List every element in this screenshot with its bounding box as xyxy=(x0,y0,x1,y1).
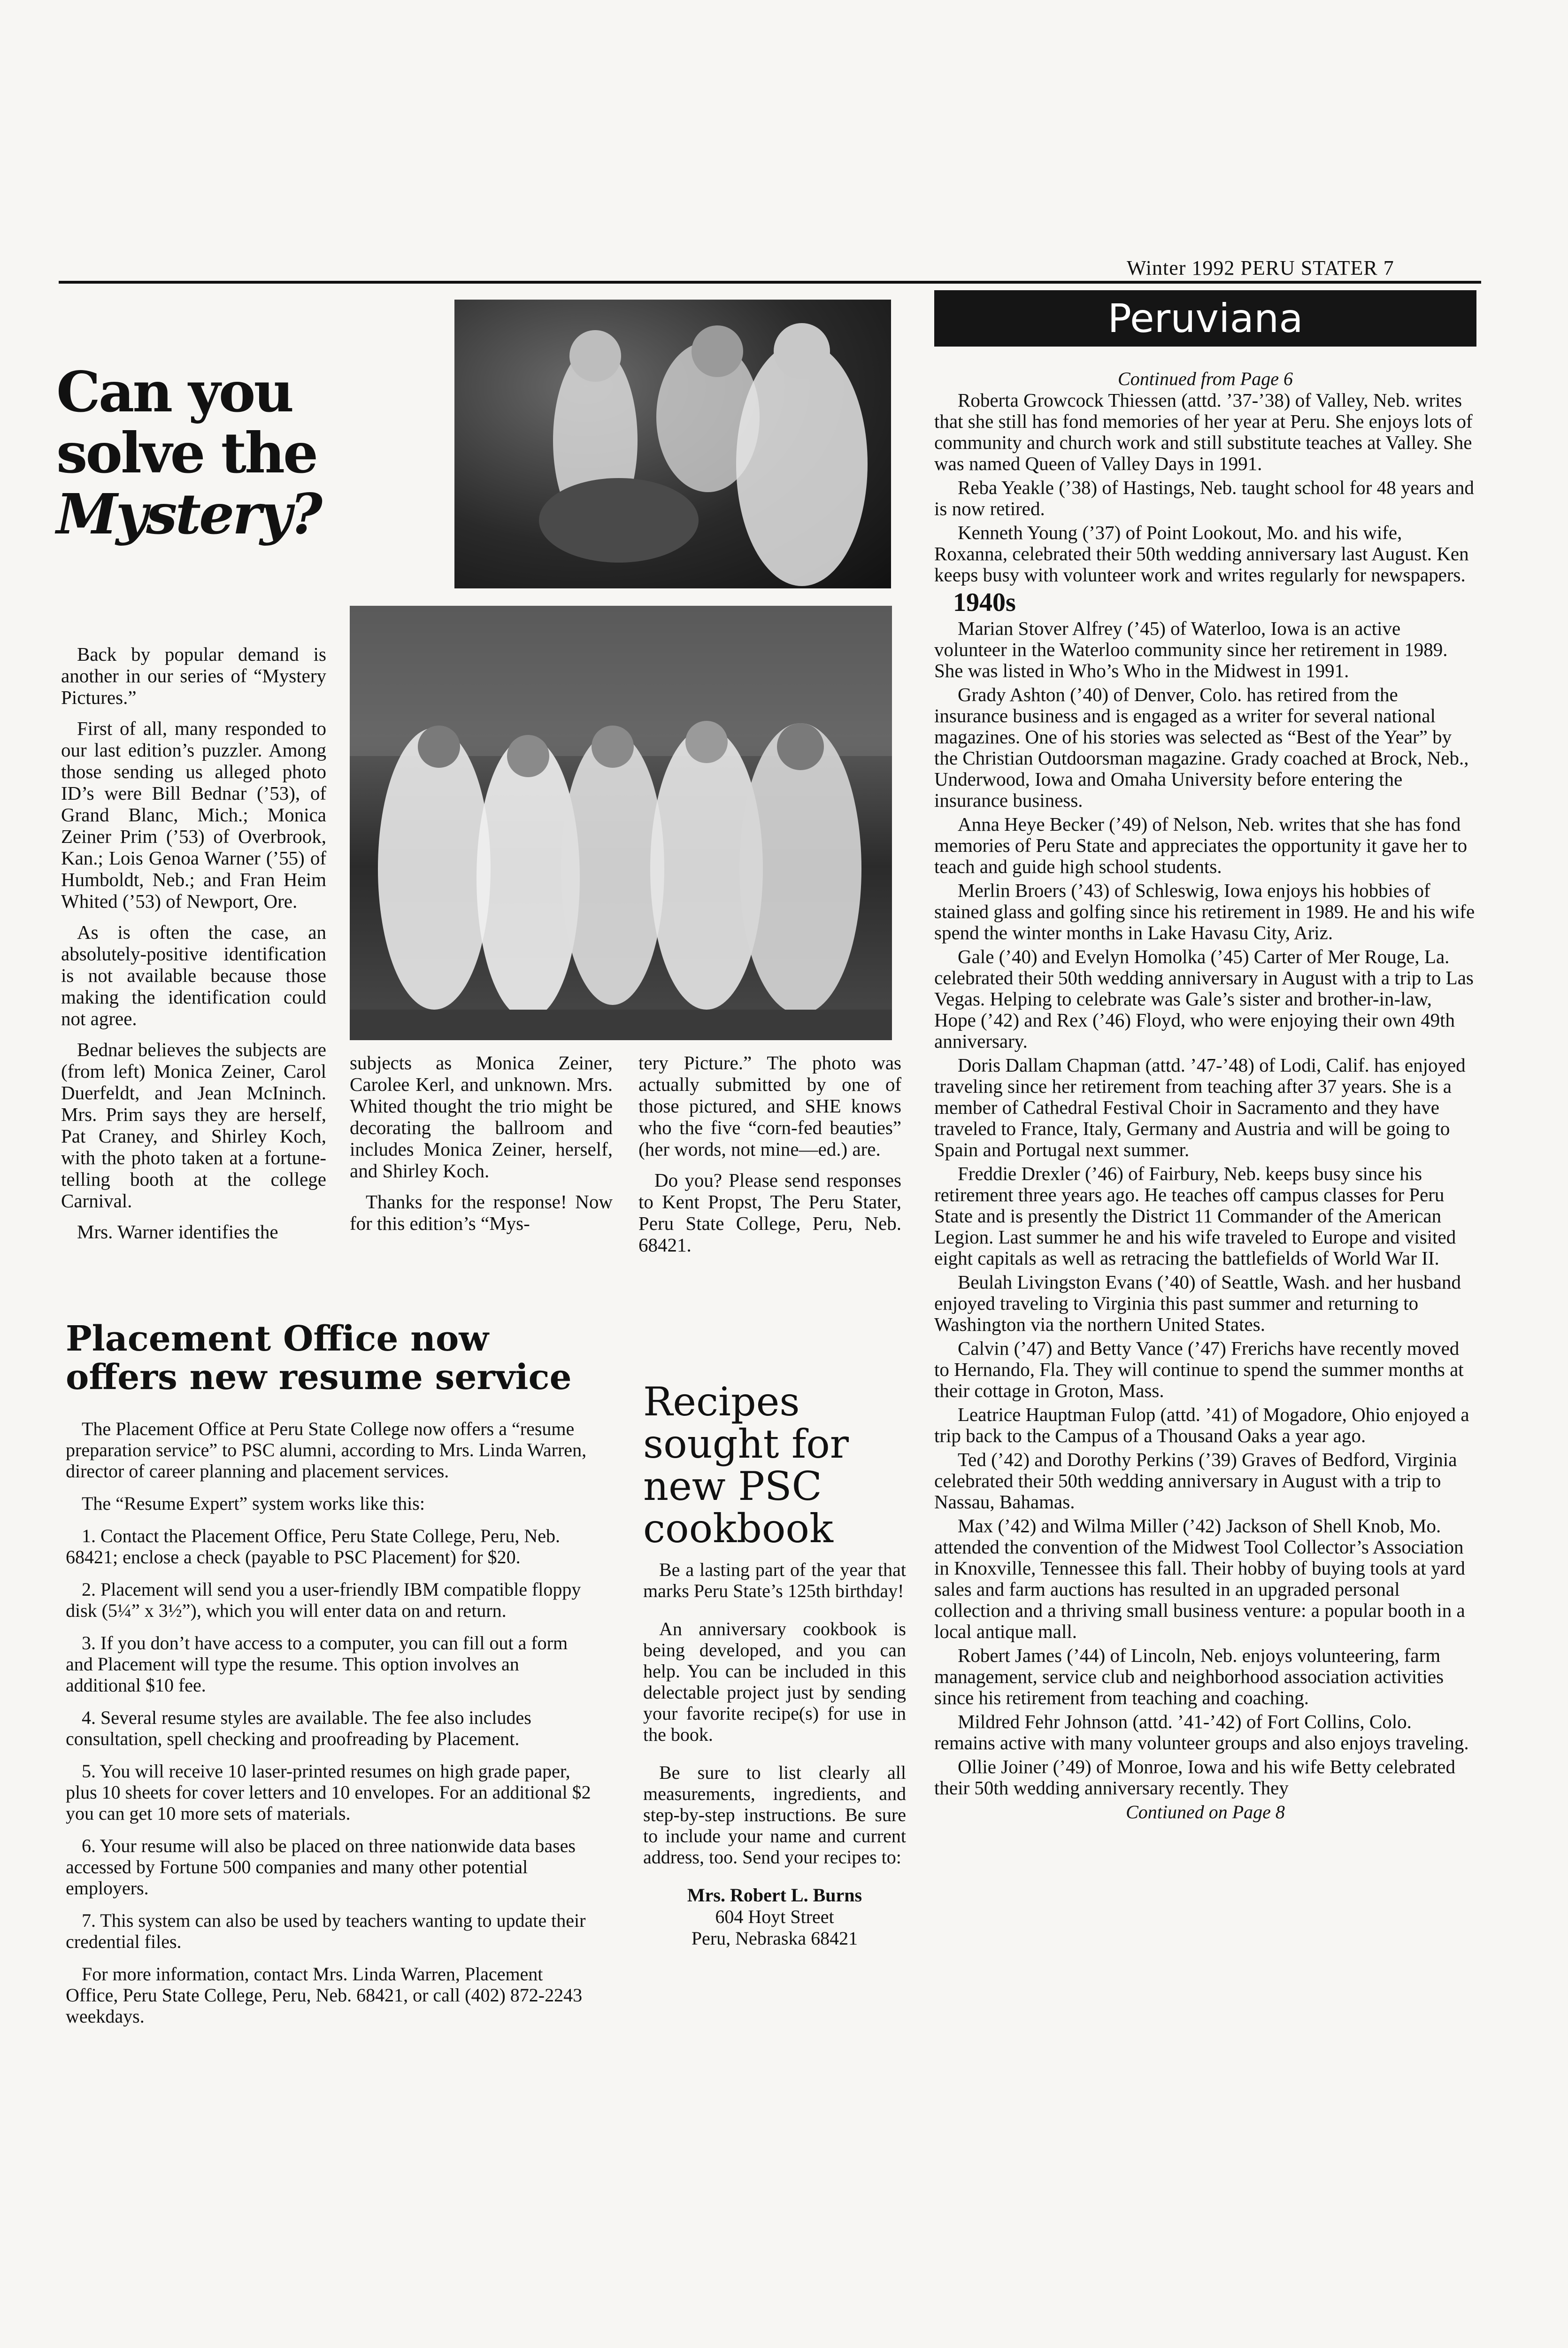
mystery-paragraph: Thanks for the response! Now for this edition’s “Mys- xyxy=(350,1191,613,1234)
alumni-entry: Reba Yeakle (’38) of Hastings, Neb. taught school for 48 years and is now retired. xyxy=(934,477,1474,519)
header-rule xyxy=(59,281,1481,284)
alumni-entry: Kenneth Young (’37) of Point Lookout, Mo. and his wife, Roxanna, celebrated their 50th wedding anniversary last August. Ken keeps busy with volunteer work and writes regularly for newspapers. xyxy=(934,522,1469,586)
alumni-entry: Anna Heye Becker (’49) of Nelson, Neb. writes that she has fond memories of Peru State and appreciates the opportunity it gave her to teach and guide high school students. xyxy=(934,813,1468,877)
alumni-entry: Beulah Livingston Evans (’40) of Seattle, Wash. and her husband enjoyed traveling to Virginia this past summer and returning to Washington via the northern United States. xyxy=(934,1271,1461,1335)
address-city: Peru, Nebraska 68421 xyxy=(691,1928,858,1949)
mystery-photo-current xyxy=(350,606,892,1040)
address-name: Mrs. Robert L. Burns xyxy=(687,1885,862,1906)
mystery-paragraph: subjects as Monica Zeiner, Carolee Kerl, and unknown. Mrs. Whited thought the trio might be decorating the ballroom and includes Monica Zeiner, herself, and Shirley Koch. xyxy=(350,1052,613,1182)
placement-step: 3. If you don’t have access to a computer, you can fill out a form and Placement will type the resume. This option involves an additional $10 fee. xyxy=(66,1632,568,1696)
mystery-paragraph: Back by popular demand is another in our series of “Mystery Pictures.” xyxy=(61,643,326,708)
recipes-headline: Recipes sought for new PSC cookbook xyxy=(643,1379,849,1552)
alumni-entry: Doris Dallam Chapman (attd. ’47-’48) of Lodi, Calif. has enjoyed traveling since her retirement from teaching after 37 years. She is a member of Cathedral Festival Choir in Sacramento and they have traveled to France, Italy, Germany and Austria and will be going to Spain and Portugal next summer. xyxy=(934,1054,1466,1160)
mystery-column-2 xyxy=(350,1052,613,1244)
peruviana-banner: Peruviana xyxy=(934,290,1476,347)
alumni-entry: Calvin (’47) and Betty Vance (’47) Frerichs have recently moved to Hernando, Fla. They will continue to spend the summer months at their cottage in Groton, Mass. xyxy=(934,1337,1464,1401)
placement-paragraph: For more information, contact Mrs. Linda Warren, Placement Office, Peru State College, Peru, Neb. 68421, or call (402) 872-2243 weekdays. xyxy=(66,1963,583,2027)
mystery-column-3 xyxy=(638,1052,901,1265)
alumni-entry: Marian Stover Alfrey (’45) of Waterloo, Iowa is an active volunteer in the Waterloo community since her retirement in 1989. She was listed in Who’s Who in the Midwest in 1991. xyxy=(934,618,1448,681)
recipes-body xyxy=(643,1559,906,1949)
recipes-address xyxy=(643,1885,906,1949)
photo-five-women-image xyxy=(350,606,892,1040)
alumni-entry: Leatrice Hauptman Fulop (attd. ’41) of Mogadore, Ohio enjoyed a trip back to the Campus of a Thousand Oaks a year ago. xyxy=(934,1404,1469,1446)
address-street: 604 Hoyt Street xyxy=(715,1906,834,1927)
mystery-paragraph: Bednar believes the subjects are (from left) Monica Zeiner, Carol Duerfeldt, and Jean McIninch. Mrs. Prim says they are herself, Pat Craney, and Shirley Koch, with the photo taken at a fortune-telling booth at the college Carnival. xyxy=(61,1039,326,1212)
placement-step: 4. Several resume styles are available. The fee also includes consultation, spell checking and proofreading by Placement. xyxy=(66,1707,531,1749)
placement-step: 7. This system can also be used by teachers wanting to update their credential files. xyxy=(66,1910,586,1952)
mystery-paragraph: As is often the case, an absolutely-positive identification is not available because those making the identification could not agree. xyxy=(61,921,326,1029)
mystery-column-1 xyxy=(61,643,326,1252)
alumni-entry: Ted (’42) and Dorothy Perkins (’39) Graves of Bedford, Virginia celebrated their 50th wedding anniversary in August with a trip to Nassau, Bahamas. xyxy=(934,1449,1457,1513)
recipes-paragraph: An anniversary cookbook is being developed, and you can help. You can be included in this delectable project just by sending your favorite recipe(s) for use in the book. xyxy=(643,1618,906,1745)
running-head: Winter 1992 PERU STATER 7 xyxy=(1127,256,1394,279)
mystery-headline-line1: Can you xyxy=(56,359,292,425)
section-heading-1940s: 1940s xyxy=(953,588,1016,617)
placement-headline: Placement Office now offers new resume service xyxy=(66,1319,572,1398)
placement-step: 2. Placement will send you a user-friendly IBM compatible floppy disk (5¼” x 3½”), which you will enter data on and return. xyxy=(66,1579,581,1621)
mystery-paragraph: tery Picture.” The photo was actually submitted by one of those pictured, and SHE knows who the five “corn-fed beauties” (her words, not mine—ed.) are. xyxy=(638,1052,901,1160)
alumni-entry: Roberta Growcock Thiessen (attd. ’37-’38) of Valley, Neb. writes that she still has fond memories of her year at Peru. She enjoys lots of community and church work and still substitute teaches at Valley. She was named Queen of Valley Days in 1991. xyxy=(934,389,1473,474)
placement-body xyxy=(66,1418,592,2038)
mystery-paragraph: Do you? Please send responses to Kent Propst, The Peru Stater, Peru State College, Peru, Neb. 68421. xyxy=(638,1169,901,1256)
continued-to-note: Contiuned on Page 8 xyxy=(1126,1801,1285,1823)
recipes-paragraph: Be sure to list clearly all measurements, ingredients, and step-by-step instructions. Be sure to include your name and current address, too. Send your recipes to: xyxy=(643,1762,906,1868)
alumni-entry: Gale (’40) and Evelyn Homolka (’45) Carter of Mer Rouge, La. celebrated their 50th wedding anniversary in August with a trip to Las Vegas. Helping to celebrate was Gale’s sister and brother-in-law, Hope (’42) and Rex (’46) Floyd, who were enjoying their own 49th anniversary. xyxy=(934,946,1474,1052)
alumni-entry: Mildred Fehr Johnson (attd. ’41-’42) of Fort Collins, Colo. remains active with many volunteer groups and also enjoys traveling. xyxy=(934,1711,1469,1753)
mystery-headline xyxy=(56,359,321,547)
placement-paragraph: The Placement Office at Peru State College now offers a “resume preparation service” to PSC alumni, according to Mrs. Linda Warren, director of career planning and placement services. xyxy=(66,1418,587,1482)
mystery-headline-line3: Mystery? xyxy=(56,481,321,547)
alumni-entry: Robert James (’44) of Lincoln, Neb. enjoys volunteering, farm management, service club and neighborhood association activities since his retirement from teaching and coaching. xyxy=(934,1645,1444,1708)
alumni-entry: Merlin Broers (’43) of Schleswig, Iowa enjoys his hobbies of stained glass and golfing since his retirement in 1989. He and his wife spend the winter months in Lake Havasu City, Ariz. xyxy=(934,880,1475,943)
alumni-entry: Ollie Joiner (’49) of Monroe, Iowa and his wife Betty celebrated their 50th wedding anniversary recently. They xyxy=(934,1756,1455,1799)
mystery-headline-line2: solve the xyxy=(56,420,317,486)
placement-step: 5. You will receive 10 laser-printed resumes on high grade paper, plus 10 sheets for cover letters and 10 envelopes. For an additional $2 you can get 10 more sets of materials. xyxy=(66,1761,591,1824)
photo-three-women-image xyxy=(454,300,891,588)
mystery-paragraph: Mrs. Warner identifies the xyxy=(77,1221,278,1243)
mystery-photo-previous xyxy=(454,300,891,588)
peruviana-body xyxy=(934,390,1476,1823)
recipes-paragraph: Be a lasting part of the year that marks Peru State’s 125th birthday! xyxy=(643,1559,906,1601)
alumni-entry: Freddie Drexler (’46) of Fairbury, Neb. keeps busy since his retirement three years ago. He teaches off campus classes for Peru State and is presently the District 11 Commander of the American Legion. Last summer he and his wife traveled to Europe and visited eight capitals as well as retracing the battlefields of World War II. xyxy=(934,1163,1456,1269)
alumni-entry: Max (’42) and Wilma Miller (’42) Jackson of Shell Knob, Mo. attended the convention of the Midwest Tool Collector’s Association in Knoxville, Tennessee this fall. Their hobby of buying tools at yard sales and farm auctions has resulted in an upgraded personal collection and a thriving small business venture: a popular booth in a local antique mall. xyxy=(934,1515,1465,1642)
alumni-entry: Grady Ashton (’40) of Denver, Colo. has retired from the insurance business and is engaged as a writer for several national magazines. One of his stories was selected as “Best of the Year” by the Christian Outdoorsman magazine. Grady coached at Brock, Neb., Underwood, Iowa and Omaha University before entering the insurance business. xyxy=(934,684,1469,811)
continued-from-note: Continued from Page 6 xyxy=(1118,368,1293,389)
placement-step: 1. Contact the Placement Office, Peru State College, Peru, Neb. 68421; enclose a check (payable to PSC Placement) for $20. xyxy=(66,1525,560,1568)
placement-paragraph: The “Resume Expert” system works like this: xyxy=(82,1493,425,1514)
placement-step: 6. Your resume will also be placed on three nationwide data bases accessed by Fortune 500 companies and many other potential employers. xyxy=(66,1835,576,1899)
mystery-paragraph: First of all, many responded to our last edition’s puzzler. Among those sending us alleged photo ID’s were Bill Bednar (’53), of Grand Blanc, Mich.; Monica Zeiner Prim (’53) of Overbrook, Kan.; Lois Genoa Warner (’55) of Humboldt, Neb.; and Fran Heim Whited (’53) of Newport, Ore. xyxy=(61,718,326,912)
